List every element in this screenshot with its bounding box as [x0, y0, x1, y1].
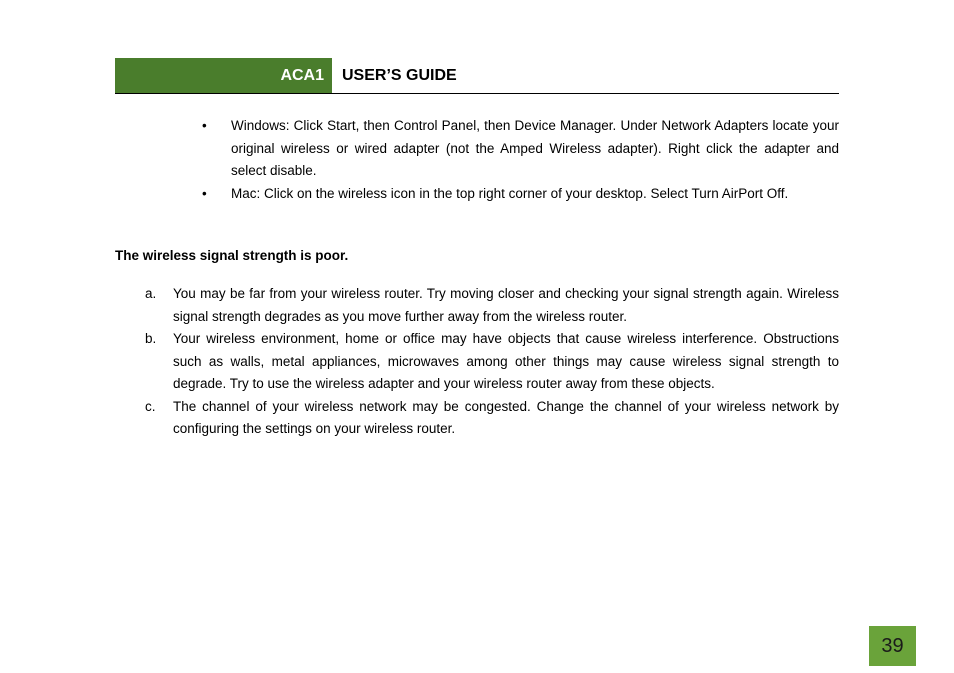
product-label: ACA1 — [115, 58, 332, 93]
bullet-icon: • — [202, 118, 207, 133]
bullet-list — [195, 115, 839, 205]
list-item — [145, 396, 839, 441]
list-item — [195, 115, 839, 183]
section-heading: The wireless signal strength is poor. — [115, 248, 349, 263]
bullet-text: Mac: Click on the wireless icon in the top right corner of your desktop. Select Turn AirPort Off. — [231, 185, 789, 201]
list-item — [195, 183, 839, 206]
list-item-text: The channel of your wireless network may be congested. Change the channel of your wireless network by configuring the settings on your wireless router. — [173, 398, 839, 436]
list-item — [145, 283, 839, 328]
bullet-icon: • — [202, 185, 207, 201]
list-item-text: You may be far from your wireless router. Try moving closer and checking your signal strength again. Wireless signal strength degrades as you move further away from the wireless router. — [173, 286, 839, 324]
guide-title: USER’S GUIDE — [342, 67, 457, 84]
bullet-text: Windows: Click Start, then Control Panel, then Device Manager. Under Network Adapters locate your original wireless or wired adapter (not the Amped Wireless adapter). Right click the adapter and select disable. — [231, 118, 839, 178]
ordered-list — [145, 283, 839, 441]
list-marker: b. — [145, 331, 157, 346]
list-item-text: Your wireless environment, home or office may have objects that cause wireless interference. Obstructions such as walls, metal appliances, microwaves among other things may cause wireless signal strength to degrade. Try to use the wireless adapter and your wireless router away from these objects. — [173, 331, 839, 391]
list-marker: c. — [145, 398, 156, 414]
page-number-badge: 39 — [869, 626, 916, 666]
list-marker: a. — [145, 286, 157, 301]
list-item — [145, 328, 839, 396]
page-header — [115, 58, 839, 94]
